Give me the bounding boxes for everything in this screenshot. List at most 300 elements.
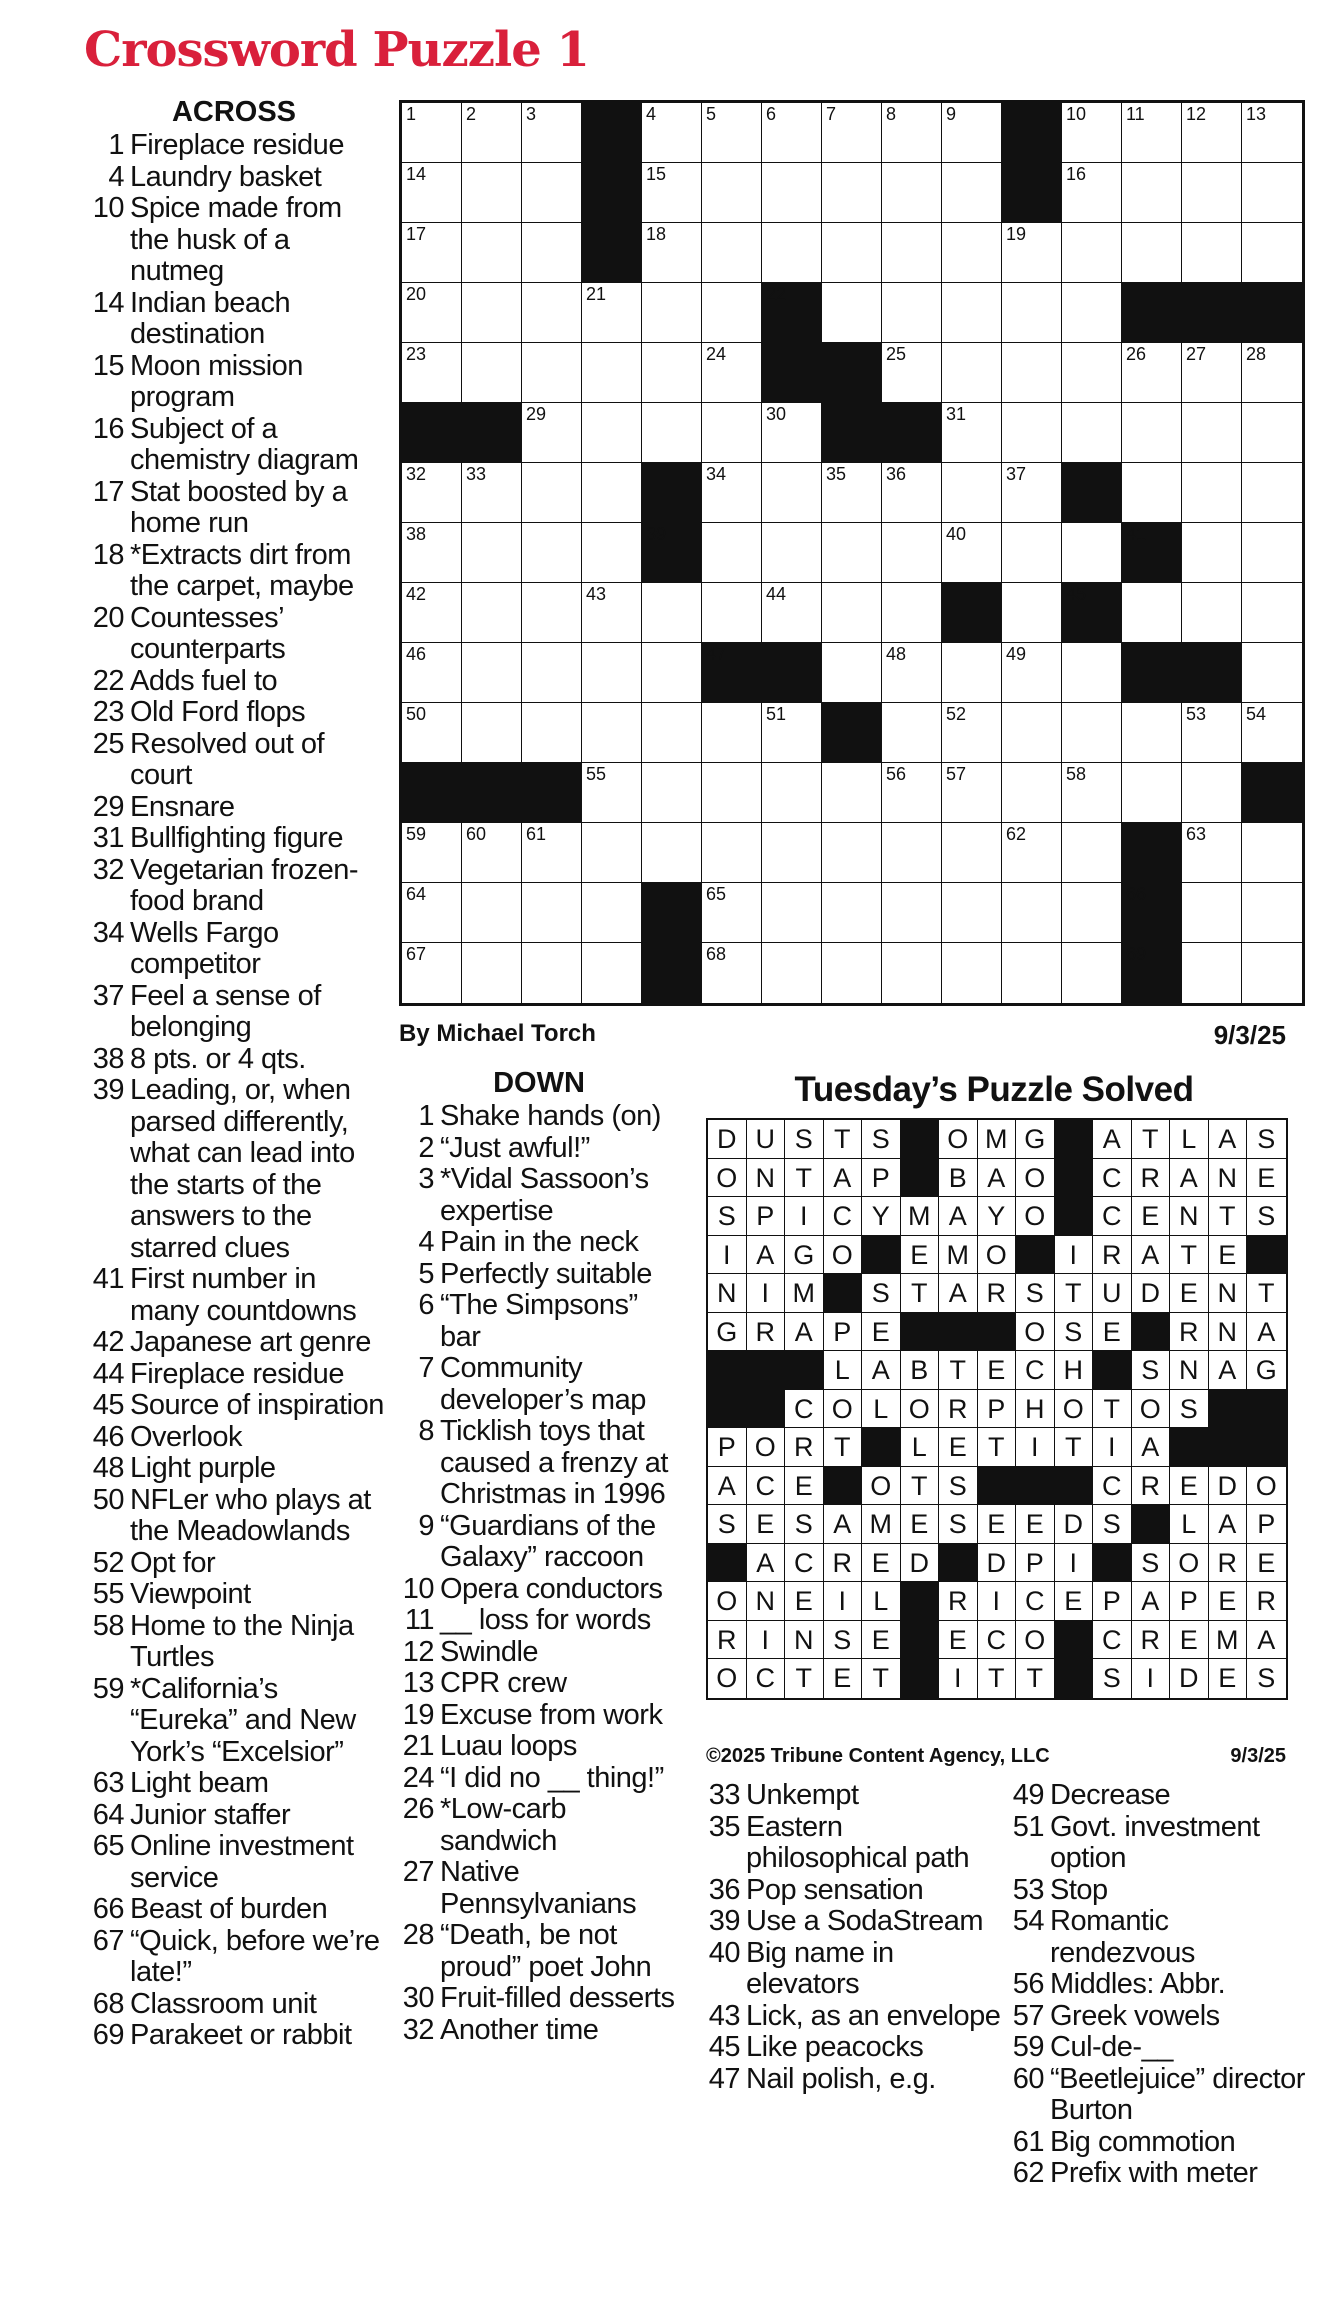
grid-cell[interactable] xyxy=(522,103,582,163)
clue-across-34 xyxy=(84,918,384,981)
solution-letter: E xyxy=(939,1621,978,1660)
grid-cell[interactable] xyxy=(882,343,942,403)
solution-black-square xyxy=(1093,1351,1132,1390)
solution-letter: O xyxy=(824,1236,863,1275)
grid-cell[interactable] xyxy=(522,163,582,223)
grid-cell[interactable] xyxy=(1182,523,1242,583)
grid-cell[interactable] xyxy=(1182,583,1242,643)
clue-number: 24 xyxy=(402,1761,434,1794)
grid-cell[interactable] xyxy=(822,523,882,583)
solution-letter: O xyxy=(1247,1467,1286,1506)
grid-cell[interactable] xyxy=(522,643,582,703)
solution-letter: O xyxy=(708,1582,747,1621)
clue-text: *California’s “Eureka” and New York’s “Excelsior” xyxy=(130,1672,356,1768)
grid-cell[interactable] xyxy=(762,163,822,223)
grid-cell[interactable] xyxy=(582,883,642,943)
grid-cell[interactable] xyxy=(462,523,522,583)
grid-cell[interactable] xyxy=(642,343,702,403)
solution-letter: S xyxy=(1170,1390,1209,1429)
solution-letter: E xyxy=(1170,1274,1209,1313)
grid-cell[interactable] xyxy=(582,523,642,583)
solution-letter: G xyxy=(708,1313,747,1352)
clue-number: 9 xyxy=(418,1509,434,1542)
grid-cell[interactable] xyxy=(1122,463,1182,523)
solution-black-square xyxy=(978,1313,1017,1352)
clue-text: Eastern philosophical path xyxy=(746,1810,970,1874)
grid-cell[interactable] xyxy=(702,343,762,403)
clue-number: 45 xyxy=(708,2031,740,2063)
grid-cell[interactable] xyxy=(462,343,522,403)
grid-cell[interactable] xyxy=(702,283,762,343)
cell-number: 30 xyxy=(766,404,787,424)
grid-cell[interactable] xyxy=(462,823,522,883)
grid-cell[interactable] xyxy=(582,823,642,883)
grid-cell[interactable] xyxy=(462,103,522,163)
grid-cell[interactable] xyxy=(1242,463,1302,523)
clue-down-col3-45 xyxy=(702,2032,1002,2064)
grid-cell[interactable] xyxy=(522,823,582,883)
black-square xyxy=(942,583,1002,643)
grid-cell[interactable] xyxy=(762,103,822,163)
grid-cell[interactable] xyxy=(402,343,462,403)
grid-cell[interactable] xyxy=(702,403,762,463)
clue-down-col2-26 xyxy=(394,1794,684,1857)
clue-number: 66 xyxy=(92,1893,124,1925)
grid-cell[interactable] xyxy=(882,703,942,763)
grid-cell[interactable] xyxy=(942,823,1002,883)
grid-cell[interactable] xyxy=(1122,583,1182,643)
grid-cell[interactable] xyxy=(1182,103,1242,163)
clue-number: 45 xyxy=(92,1389,124,1421)
grid-cell[interactable] xyxy=(522,403,582,463)
grid-cell[interactable] xyxy=(942,343,1002,403)
cell-number: 28 xyxy=(1246,344,1267,364)
grid-cell[interactable] xyxy=(462,943,522,1003)
grid-cell[interactable] xyxy=(822,943,882,1003)
solution-letter: R xyxy=(1170,1313,1209,1352)
clue-down-col2-9 xyxy=(394,1511,684,1574)
grid-cell[interactable] xyxy=(582,943,642,1003)
grid-cell[interactable] xyxy=(822,763,882,823)
grid-cell[interactable] xyxy=(1182,883,1242,943)
grid-cell[interactable] xyxy=(1122,103,1182,163)
grid-cell[interactable] xyxy=(1122,223,1182,283)
black-square xyxy=(1122,283,1182,343)
grid-cell[interactable] xyxy=(1242,643,1302,703)
clue-text: *Low-carb sandwich xyxy=(440,1793,567,1857)
grid-cell[interactable] xyxy=(642,823,702,883)
solution-letter: E xyxy=(824,1659,863,1698)
grid-cell[interactable] xyxy=(582,463,642,523)
grid-cell[interactable] xyxy=(1182,223,1242,283)
grid-cell[interactable] xyxy=(1242,403,1302,463)
grid-cell[interactable] xyxy=(1182,943,1242,1003)
grid-cell[interactable] xyxy=(1182,703,1242,763)
cell-number: 68 xyxy=(706,944,727,964)
grid-cell[interactable] xyxy=(1062,763,1122,823)
solution-letter: A xyxy=(1132,1428,1171,1467)
grid-cell[interactable] xyxy=(1002,883,1062,943)
grid-cell[interactable] xyxy=(702,103,762,163)
grid-cell[interactable] xyxy=(1242,163,1302,223)
grid-cell[interactable] xyxy=(1182,163,1242,223)
grid-cell[interactable] xyxy=(522,583,582,643)
clue-text: “Quick, before we’re late!” xyxy=(130,1924,380,1988)
grid-cell[interactable] xyxy=(642,163,702,223)
solution-letter: S xyxy=(862,1274,901,1313)
grid-cell[interactable] xyxy=(522,523,582,583)
grid-cell[interactable] xyxy=(1122,343,1182,403)
grid-cell[interactable] xyxy=(642,643,702,703)
grid-cell[interactable] xyxy=(642,283,702,343)
solution-letter: T xyxy=(1016,1659,1055,1698)
black-square xyxy=(1062,583,1122,643)
grid-cell[interactable] xyxy=(522,883,582,943)
grid-cell[interactable] xyxy=(1062,523,1122,583)
grid-cell[interactable] xyxy=(582,643,642,703)
grid-cell[interactable] xyxy=(1002,943,1062,1003)
grid-cell[interactable] xyxy=(822,883,882,943)
clue-number: 49 xyxy=(1012,1779,1044,1811)
grid-cell[interactable] xyxy=(402,583,462,643)
grid-cell[interactable] xyxy=(582,703,642,763)
grid-cell[interactable] xyxy=(1182,763,1242,823)
cell-number: 35 xyxy=(826,464,847,484)
grid-cell[interactable] xyxy=(522,703,582,763)
clue-down-col4-61 xyxy=(1006,2127,1306,2159)
solution-black-square xyxy=(901,1659,940,1698)
solution-letter: I xyxy=(1055,1236,1094,1275)
clue-number: 32 xyxy=(92,853,124,886)
solution-black-square xyxy=(1209,1428,1248,1467)
grid-cell[interactable] xyxy=(1122,403,1182,463)
grid-cell[interactable] xyxy=(1182,463,1242,523)
grid-cell[interactable] xyxy=(1002,823,1062,883)
grid-cell[interactable] xyxy=(1002,643,1062,703)
solution-letter: R xyxy=(747,1313,786,1352)
grid-cell[interactable] xyxy=(1122,703,1182,763)
grid-cell[interactable] xyxy=(462,223,522,283)
grid-cell[interactable] xyxy=(762,763,822,823)
grid-cell[interactable] xyxy=(1062,103,1122,163)
grid-cell[interactable] xyxy=(762,223,822,283)
solution-letter: A xyxy=(747,1236,786,1275)
grid-cell[interactable] xyxy=(1062,223,1122,283)
clue-across-31 xyxy=(84,823,384,855)
solution-letter: E xyxy=(1209,1236,1248,1275)
grid-cell[interactable] xyxy=(942,703,1002,763)
grid-cell[interactable] xyxy=(402,643,462,703)
clue-text: Shake hands (on) xyxy=(440,1100,661,1132)
grid-cell[interactable] xyxy=(1002,523,1062,583)
grid-cell[interactable] xyxy=(942,403,1002,463)
clue-number: 54 xyxy=(1012,1905,1044,1937)
grid-cell[interactable] xyxy=(462,703,522,763)
grid-cell[interactable] xyxy=(702,463,762,523)
grid-cell[interactable] xyxy=(402,223,462,283)
grid-cell[interactable] xyxy=(582,583,642,643)
grid-cell[interactable] xyxy=(1062,403,1122,463)
grid-cell[interactable] xyxy=(642,583,702,643)
grid-cell[interactable] xyxy=(822,163,882,223)
grid-cell[interactable] xyxy=(1242,343,1302,403)
grid-cell[interactable] xyxy=(822,583,882,643)
cell-number: 39 xyxy=(646,524,667,544)
cell-number: 65 xyxy=(706,884,727,904)
grid-cell[interactable] xyxy=(702,883,762,943)
grid-cell[interactable] xyxy=(642,223,702,283)
clue-text: Perfectly suitable xyxy=(440,1257,652,1290)
grid-cell[interactable] xyxy=(1002,343,1062,403)
clue-number: 56 xyxy=(1012,1968,1044,2000)
grid-cell[interactable] xyxy=(1062,343,1122,403)
grid-cell[interactable] xyxy=(942,883,1002,943)
grid-cell[interactable] xyxy=(1002,283,1062,343)
grid-cell[interactable] xyxy=(762,523,822,583)
grid-cell[interactable] xyxy=(582,343,642,403)
grid-cell[interactable] xyxy=(942,103,1002,163)
grid-cell[interactable] xyxy=(702,163,762,223)
grid-cell[interactable] xyxy=(882,463,942,523)
grid-cell[interactable] xyxy=(702,943,762,1003)
solution-letter: D xyxy=(1209,1467,1248,1506)
grid-cell[interactable] xyxy=(462,463,522,523)
grid-cell[interactable] xyxy=(1062,943,1122,1003)
grid-cell[interactable] xyxy=(882,103,942,163)
grid-cell[interactable] xyxy=(702,583,762,643)
grid-cell[interactable] xyxy=(1002,583,1062,643)
grid-cell[interactable] xyxy=(942,763,1002,823)
grid-cell[interactable] xyxy=(702,703,762,763)
grid-cell[interactable] xyxy=(822,223,882,283)
grid-cell[interactable] xyxy=(1062,163,1122,223)
clue-text: “Guardians of the Galaxy” raccoon xyxy=(440,1509,656,1573)
solution-letter: L xyxy=(901,1428,940,1467)
across-clues xyxy=(84,96,384,2052)
grid-cell[interactable] xyxy=(1182,403,1242,463)
grid-cell[interactable] xyxy=(882,523,942,583)
grid-cell[interactable] xyxy=(882,823,942,883)
cell-number: 38 xyxy=(406,524,427,544)
grid-cell[interactable] xyxy=(402,283,462,343)
cell-number: 61 xyxy=(526,824,547,844)
solution-letter: R xyxy=(1132,1621,1171,1660)
grid-cell[interactable] xyxy=(1182,823,1242,883)
grid-cell[interactable] xyxy=(1242,823,1302,883)
solution-grid xyxy=(706,1118,1288,1700)
cell-number: 17 xyxy=(406,224,427,244)
grid-cell[interactable] xyxy=(1242,943,1302,1003)
grid-cell[interactable] xyxy=(402,823,462,883)
grid-cell[interactable] xyxy=(762,403,822,463)
solution-letter: A xyxy=(1209,1351,1248,1390)
solution-letter: C xyxy=(824,1197,863,1236)
clue-text: Overlook xyxy=(130,1420,243,1453)
grid-cell[interactable] xyxy=(522,223,582,283)
grid-cell[interactable] xyxy=(642,403,702,463)
clue-down-col4-59 xyxy=(1006,2032,1306,2064)
clue-across-38 xyxy=(84,1044,384,1076)
grid-cell[interactable] xyxy=(942,283,1002,343)
grid-cell[interactable] xyxy=(462,583,522,643)
grid-cell[interactable] xyxy=(642,763,702,823)
grid-cell[interactable] xyxy=(762,463,822,523)
grid-cell[interactable] xyxy=(1062,643,1122,703)
grid-cell[interactable] xyxy=(462,283,522,343)
grid-cell[interactable] xyxy=(942,943,1002,1003)
grid-cell[interactable] xyxy=(462,883,522,943)
clue-text: Bullfighting figure xyxy=(130,822,343,854)
grid-cell[interactable] xyxy=(402,883,462,943)
clue-text: Countesses’ counterparts xyxy=(130,601,286,665)
grid-cell[interactable] xyxy=(1002,763,1062,823)
grid-cell[interactable] xyxy=(1002,463,1062,523)
grid-cell[interactable] xyxy=(882,223,942,283)
grid-cell[interactable] xyxy=(402,523,462,583)
grid-cell[interactable] xyxy=(1242,523,1302,583)
grid-cell[interactable] xyxy=(1002,703,1062,763)
grid-cell[interactable] xyxy=(1002,223,1062,283)
solution-black-square xyxy=(1170,1428,1209,1467)
grid-cell[interactable] xyxy=(822,103,882,163)
grid-cell[interactable] xyxy=(762,583,822,643)
clue-number: 14 xyxy=(92,286,124,319)
grid-cell[interactable] xyxy=(1122,763,1182,823)
solution-letter: R xyxy=(978,1274,1017,1313)
solution-letter: C xyxy=(978,1621,1017,1660)
grid-cell[interactable] xyxy=(1062,823,1122,883)
grid-cell[interactable] xyxy=(1242,103,1302,163)
clue-text: Wells Fargo competitor xyxy=(130,916,279,980)
grid-cell[interactable] xyxy=(942,223,1002,283)
grid-cell[interactable] xyxy=(702,523,762,583)
grid-cell[interactable] xyxy=(822,643,882,703)
grid-cell[interactable] xyxy=(762,703,822,763)
clue-down-col2-11 xyxy=(394,1605,684,1637)
grid-cell[interactable] xyxy=(582,403,642,463)
grid-cell[interactable] xyxy=(762,823,822,883)
grid-cell[interactable] xyxy=(642,703,702,763)
grid-cell[interactable] xyxy=(522,283,582,343)
solution-letter: T xyxy=(1132,1120,1171,1159)
cell-number: 31 xyxy=(946,404,967,424)
grid-cell[interactable] xyxy=(822,463,882,523)
solution-letter: O xyxy=(978,1236,1017,1275)
grid-cell[interactable] xyxy=(882,883,942,943)
clue-text: Light beam xyxy=(130,1767,269,1799)
grid-cell[interactable] xyxy=(702,223,762,283)
grid-cell[interactable] xyxy=(1062,283,1122,343)
grid-cell[interactable] xyxy=(1062,703,1122,763)
grid-cell[interactable] xyxy=(522,463,582,523)
clue-text: Parakeet or rabbit xyxy=(130,2019,352,2051)
grid-cell[interactable] xyxy=(942,163,1002,223)
grid-cell[interactable] xyxy=(882,943,942,1003)
grid-cell[interactable] xyxy=(522,343,582,403)
grid-cell[interactable] xyxy=(462,163,522,223)
clue-text: Community developer’s map xyxy=(440,1352,646,1416)
grid-cell[interactable] xyxy=(402,703,462,763)
clue-down-col2-10 xyxy=(394,1574,684,1606)
black-square xyxy=(1122,883,1182,943)
grid-cell[interactable] xyxy=(702,763,762,823)
grid-cell[interactable] xyxy=(882,763,942,823)
solution-letter: U xyxy=(1093,1274,1132,1313)
grid-cell[interactable] xyxy=(882,583,942,643)
grid-cell[interactable] xyxy=(1122,163,1182,223)
page-title: Crossword Puzzle 1 xyxy=(84,22,589,78)
grid-cell[interactable] xyxy=(462,643,522,703)
solution-letter: T xyxy=(978,1428,1017,1467)
clue-down-col4-62 xyxy=(1006,2158,1306,2190)
grid-cell[interactable] xyxy=(942,643,1002,703)
grid-cell[interactable] xyxy=(942,523,1002,583)
grid-cell[interactable] xyxy=(702,823,762,883)
grid-cell[interactable] xyxy=(582,763,642,823)
cell-number: 1 xyxy=(406,104,417,124)
solution-letter: T xyxy=(1170,1236,1209,1275)
grid-cell[interactable] xyxy=(762,883,822,943)
grid-cell[interactable] xyxy=(882,283,942,343)
grid-cell[interactable] xyxy=(402,463,462,523)
grid-cell[interactable] xyxy=(1242,703,1302,763)
solution-black-square xyxy=(1055,1197,1094,1236)
black-square xyxy=(582,163,642,223)
clue-text: Source of inspiration xyxy=(130,1389,384,1421)
solution-letter: A xyxy=(1170,1159,1209,1198)
solution-black-square xyxy=(862,1428,901,1467)
grid-cell[interactable] xyxy=(1242,223,1302,283)
grid-cell[interactable] xyxy=(942,463,1002,523)
grid-cell[interactable] xyxy=(522,943,582,1003)
solution-letter: C xyxy=(1016,1582,1055,1621)
grid-cell[interactable] xyxy=(642,103,702,163)
solution-letter: A xyxy=(785,1313,824,1352)
solution-black-square xyxy=(708,1390,747,1429)
solution-letter: E xyxy=(901,1236,940,1275)
grid-cell[interactable] xyxy=(1242,883,1302,943)
grid-cell[interactable] xyxy=(822,823,882,883)
clue-text: Native Pennsylvanians xyxy=(440,1856,637,1920)
clue-number: 13 xyxy=(402,1667,434,1699)
clue-across-45 xyxy=(84,1390,384,1422)
solution-letter: S xyxy=(1247,1197,1286,1236)
solution-letter: S xyxy=(1093,1505,1132,1544)
grid-cell[interactable] xyxy=(1062,883,1122,943)
grid-cell[interactable] xyxy=(762,943,822,1003)
grid-cell[interactable] xyxy=(402,163,462,223)
grid-cell[interactable] xyxy=(1002,403,1062,463)
black-square xyxy=(1002,103,1062,163)
solution-letter: L xyxy=(862,1390,901,1429)
solution-letter: P xyxy=(1170,1582,1209,1621)
grid-cell[interactable] xyxy=(882,163,942,223)
grid-cell[interactable] xyxy=(402,943,462,1003)
grid-cell[interactable] xyxy=(582,283,642,343)
grid-cell[interactable] xyxy=(402,103,462,163)
clue-across-10 xyxy=(84,193,384,288)
clue-number: 23 xyxy=(92,696,124,728)
clue-text: Japanese art genre xyxy=(130,1326,371,1358)
solution-black-square xyxy=(1055,1159,1094,1198)
grid-cell[interactable] xyxy=(1242,583,1302,643)
grid-cell[interactable] xyxy=(822,283,882,343)
solution-letter: O xyxy=(708,1659,747,1698)
solution-black-square xyxy=(978,1467,1017,1506)
clue-text: Feel a sense of belonging xyxy=(130,979,321,1043)
grid-cell[interactable] xyxy=(1182,343,1242,403)
grid-cell[interactable] xyxy=(882,643,942,703)
